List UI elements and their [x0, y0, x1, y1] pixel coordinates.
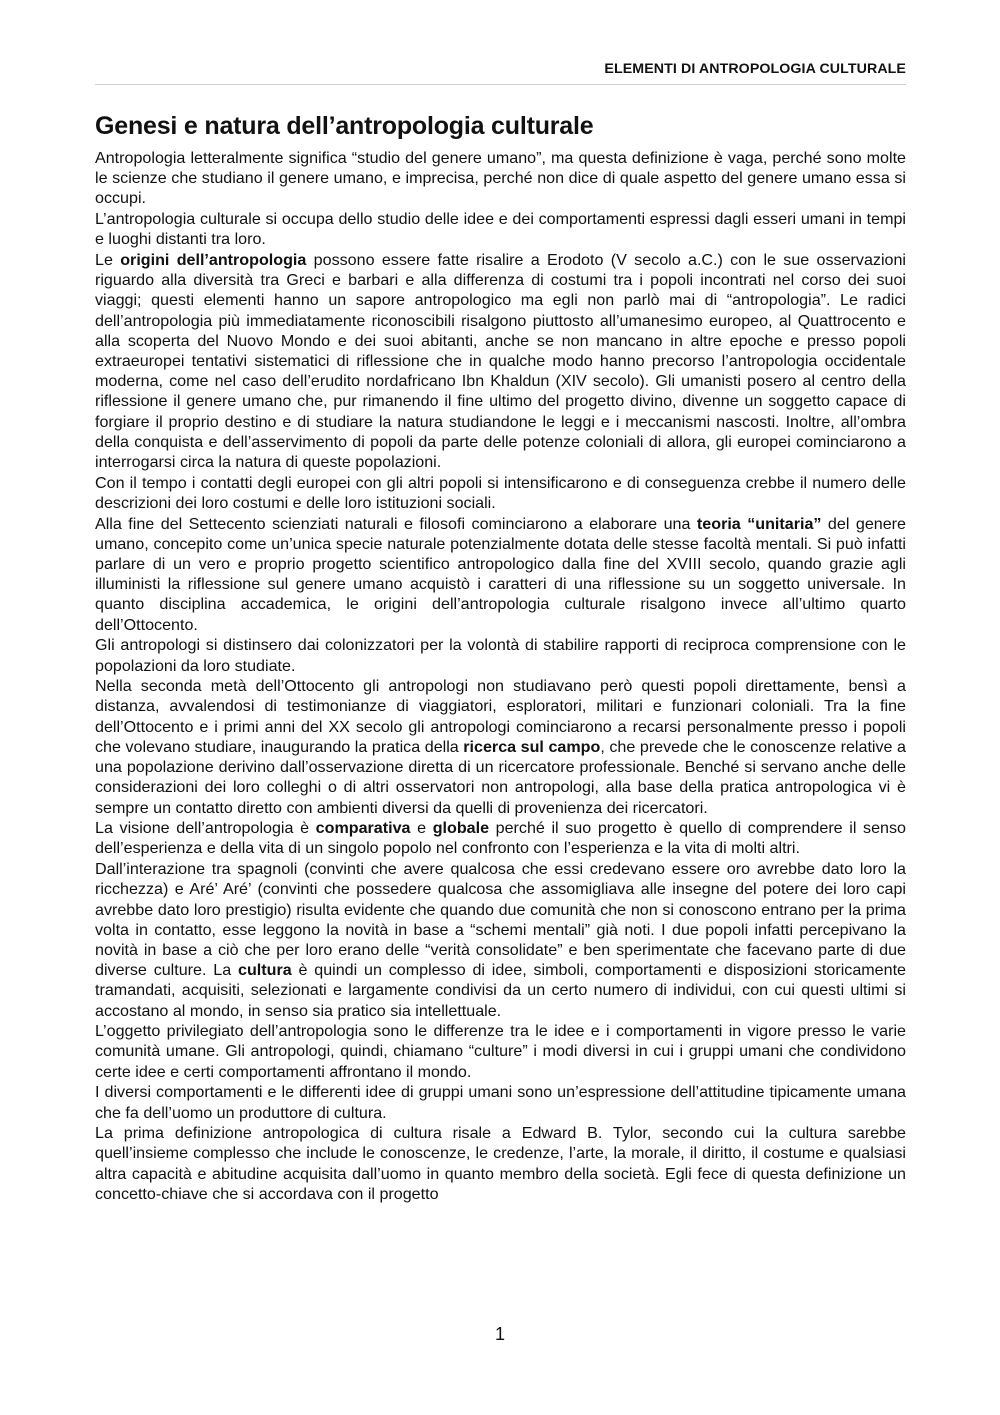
bold-term: globale	[432, 819, 490, 838]
body-paragraph	[95, 473, 906, 513]
bold-term: cultura	[238, 961, 292, 980]
text-run: possono essere fatte risalire a Erodoto (V secolo a.C.) con le sue osservazioni riguardo alla diversità tra Greci e barbari e alla differenza di costumi tra i popoli incontrati nel corso dei suoi viaggi; questi elementi hanno un sapore antropologico ma egli non parlò mai di “antropologia”. Le radici dell’antropologia più immediatamente riconoscibili risalgono piuttosto all’umanesimo europeo, al Quattrocento e alla scoperta del Nuovo Mondo e dei suoi abitanti, anche se non mancano in altre epoche e presso popoli extraeuropei tentativi sistematici di riflessione che in qualche modo hanno precorso l’antropologia occidentale moderna, come nel caso dell’erudito nordafricano Ibn Khaldun (XIV secolo). Gli umanisti posero al centro della riflessione il genere umano che, pur rimanendo il fine ultimo del progetto divino, divenne un soggetto capace di forgiare il proprio destino e di studiare la natura studiandone le leggi e i meccanismi nascosti. Inoltre, all’ombra della conquista e dell’asservimento di popoli da parte delle potenze coloniali di allora, gli europei cominciarono a interrogarsi circa la natura di queste popolazioni.	[95, 251, 906, 472]
text-run: Antropologia letteralmente significa “studio del genere umano”, ma questa definizione è vaga, perché sono molte le scienze che studiano il genere umano, e imprecisa, perché non dice di quale aspetto del genere umano essa si occupi.	[95, 149, 906, 208]
page-content	[95, 111, 906, 1204]
body-text	[95, 148, 906, 1204]
body-paragraph	[95, 148, 906, 209]
header-divider	[95, 84, 906, 85]
body-paragraph	[95, 676, 906, 817]
text-run: Dall’interazione tra spagnoli (convinti che avere qualcosa che essi credevano essere oro avrebbe dato loro la ricchezza) e Aré’ Aré’ (convinti che possedere qualcosa che assomigliava alle insegne del potere dei loro capi avrebbe dato loro prestigio) risulta evidente che quando due comunità che non si conoscono entrano per la prima volta in contatto, esse leggono la novità in base a “schemi mentali” già noti. I due popoli infatti percepivano la novità in base a ciò che per loro erano delle “verità consolidate” e ben sperimentate che facevano parte di due diverse culture. La	[95, 860, 906, 980]
section-title: Genesi e natura dell’antropologia culturale	[95, 112, 594, 140]
body-paragraph	[95, 859, 906, 1021]
text-run: Nella seconda metà dell’Ottocento gli antropologi non studiavano però questi popoli direttamente, bensì a distanza, avvalendosi di testimonianze di viaggiatori, esploratori, militari e funzionari coloniali. Tra la fine dell’Ottocento e i primi anni del XX secolo gli antropologi cominciarono a recarsi personalmente presso i popoli che volevano studiare, inaugurando la pratica della	[95, 677, 906, 756]
body-paragraph	[95, 818, 906, 858]
body-paragraph	[95, 1082, 906, 1122]
text-run: I diversi comportamenti e le differenti idee di gruppi umani sono un’espressione dell’attitudine tipicamente umana che fa dell’uomo un produttore di cultura.	[95, 1083, 906, 1122]
text-run: , che prevede che le conoscenze relative a una popolazione derivino dall’osservazione diretta di un ricercatore professionale. Benché si servano anche delle considerazioni dei loro colleghi o di altri osservatori non antropologi, alla base della pratica antropologica vi è sempre un contatto diretto con ambienti diversi da quelli di provenienza dei ricercatori.	[95, 737, 906, 817]
body-paragraph	[95, 514, 906, 635]
running-header: ELEMENTI DI ANTROPOLOGIA CULTURALE	[604, 61, 906, 77]
text-run: è quindi un complesso di idee, simboli, comportamenti e disposizioni storicamente tramandati, acquisiti, selezionati e largamente condivisi da un certo numero di individui, con cui questi ultimi si accostano al mondo, in senso sia pratico sia intellettuale.	[95, 961, 907, 1020]
bold-term: comparativa	[315, 819, 411, 838]
text-run: Alla fine del Settecento scienziati naturali e filosofi cominciarono a elaborare una	[95, 514, 697, 533]
text-run: del genere umano, concepito come un’unica specie naturale potenzialmente dotata delle stesse facoltà mentali. Si può infatti parlare di un vero e proprio progetto scientifico antropologico dalla fine del XVIII secolo, quando grazie agli illuministi la riflessione sul genere umano acquistò i caratteri di una riflessione su un soggetto universale. In quanto disciplina accademica, le origini dell’antropologia culturale risalgono invece all’ultimo quarto dell’Ottocento.	[95, 514, 906, 634]
body-paragraph	[95, 1123, 906, 1204]
body-paragraph	[95, 209, 906, 249]
text-run: La prima definizione antropologica di cultura risale a Edward B. Tylor, secondo cui la cultura sarebbe quell’insieme complesso che include le conoscenze, le credenze, l’arte, la morale, il diritto, il costume e qualsiasi altra capacità e abitudine acquisita dall’uomo in quanto membro della società. Egli fece di questa definizione un concetto-chiave che si accordava con il progetto	[95, 1124, 906, 1203]
bold-term: ricerca sul campo	[463, 737, 601, 756]
text-run: Gli antropologi si distinsero dai colonizzatori per la volontà di stabilire rapporti di reciproca comprensione con le popolazioni da loro studiate.	[95, 636, 906, 675]
body-paragraph	[95, 1021, 906, 1082]
text-run: L’oggetto privilegiato dell’antropologia sono le differenze tra le idee e i comportamenti in vigore presso le varie comunità umane. Gli antropologi, quindi, chiamano “culture” i modi diversi in cui i gruppi umani che condividono certe idee e certi comportamenti affrontano il mondo.	[95, 1022, 906, 1081]
page-number: 1	[494, 1324, 505, 1344]
bold-term: origini dell’antropologia	[120, 251, 307, 270]
text-run: e	[410, 819, 433, 838]
text-run: L’antropologia culturale si occupa dello studio delle idee e dei comportamenti espressi dagli esseri umani in tempi e luoghi distanti tra loro.	[95, 210, 906, 249]
text-run: Con il tempo i contatti degli europei con gli altri popoli si intensificarono e di conseguenza crebbe il numero delle descrizioni dei loro costumi e delle loro istituzioni sociali.	[95, 473, 906, 512]
text-run: Le	[95, 251, 121, 270]
text-run: La visione dell’antropologia è	[95, 819, 316, 838]
bold-term: teoria “unitaria”	[696, 514, 822, 533]
body-paragraph	[95, 250, 906, 472]
text-run: perché il suo progetto è quello di comprendere il senso dell’esperienza e della vita di un singolo popolo nel confronto con l’esperienza e la vita di molti altri.	[95, 819, 906, 858]
body-paragraph	[95, 635, 906, 675]
